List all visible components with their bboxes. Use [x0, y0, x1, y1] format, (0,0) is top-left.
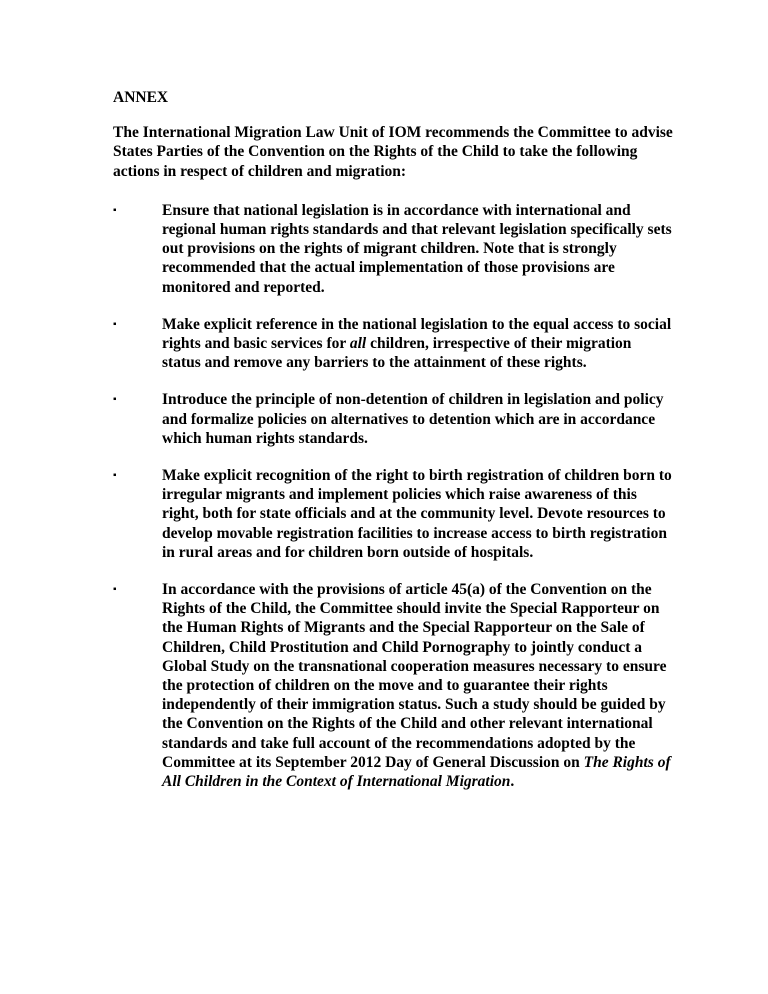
intro-paragraph: The International Migration Law Unit of IOM recommends the Committee to advise States Parties of the Convention on the Rights of the Child to take the following actions in respect of children and migration:	[113, 124, 673, 180]
list-item-text: Make explicit recognition of the right to birth registration of children born to irregular migrants and implement policies which raise awareness of this right, both for state officials and at the community level. Devote resources to develop movable registration facilities to increase access to birth registration in rural areas and for children born outside of hospitals.	[162, 467, 672, 561]
bullet-square-icon: ▪	[113, 470, 117, 482]
list-item	[113, 390, 673, 448]
recommendations-list	[113, 201, 673, 791]
bullet-square-icon: ▪	[113, 204, 117, 216]
list-item-text	[162, 580, 673, 791]
list-item-text: Introduce the principle of non-detention of children in legislation and policy and formalize policies on alternatives to detention which are in accordance which human rights standards.	[162, 391, 664, 447]
bullet-square-icon: ▪	[113, 318, 117, 330]
list-item	[113, 580, 673, 791]
list-item-text: Ensure that national legislation is in accordance with international and regional human rights standards and that relevant legislation specifically sets out provisions on the rights of migrant children. Note that is strongly recommended that the actual implementation of those provisions are monitored and reported.	[162, 201, 672, 296]
emphasis-all: all	[349, 335, 367, 353]
document-page	[113, 88, 673, 791]
list-item	[113, 466, 673, 562]
emphasis-title: The Rights of All Children in the Context of International Migration	[162, 753, 671, 791]
list-item-text-part: In accordance with the provisions of article 45(a) of the Convention on the Rights of the Child, the Committee should invite the Special Rapporteur on the Human Rights of Migrants and the Special Rapporteur on the Sale of Children, Child Prostitution and Child Pornography to jointly conduct a Global Study on the transnational cooperation measures necessary to ensure the protection of children on the move and to guarantee their rights independently of their immigration status. Such a study should be guided by the Convention on the Rights of the Child and other relevant international standards and take full account of the recommendations adopted by the Committee at its September 2012 Day of General Discussion on	[162, 581, 667, 771]
annex-heading: ANNEX	[113, 89, 169, 106]
list-item-text-part: .	[510, 773, 515, 791]
list-item-text-part: Make explicit reference in the national legislation to the equal access to social rights and basic services for	[162, 315, 672, 353]
bullet-square-icon: ▪	[113, 394, 117, 406]
list-item-text	[162, 315, 673, 373]
bullet-square-icon: ▪	[113, 584, 117, 596]
list-item-text-part: children, irrespective of their migration status and remove any barriers to the attainment of these rights.	[162, 335, 632, 372]
list-item	[113, 201, 673, 297]
list-item	[113, 315, 673, 373]
